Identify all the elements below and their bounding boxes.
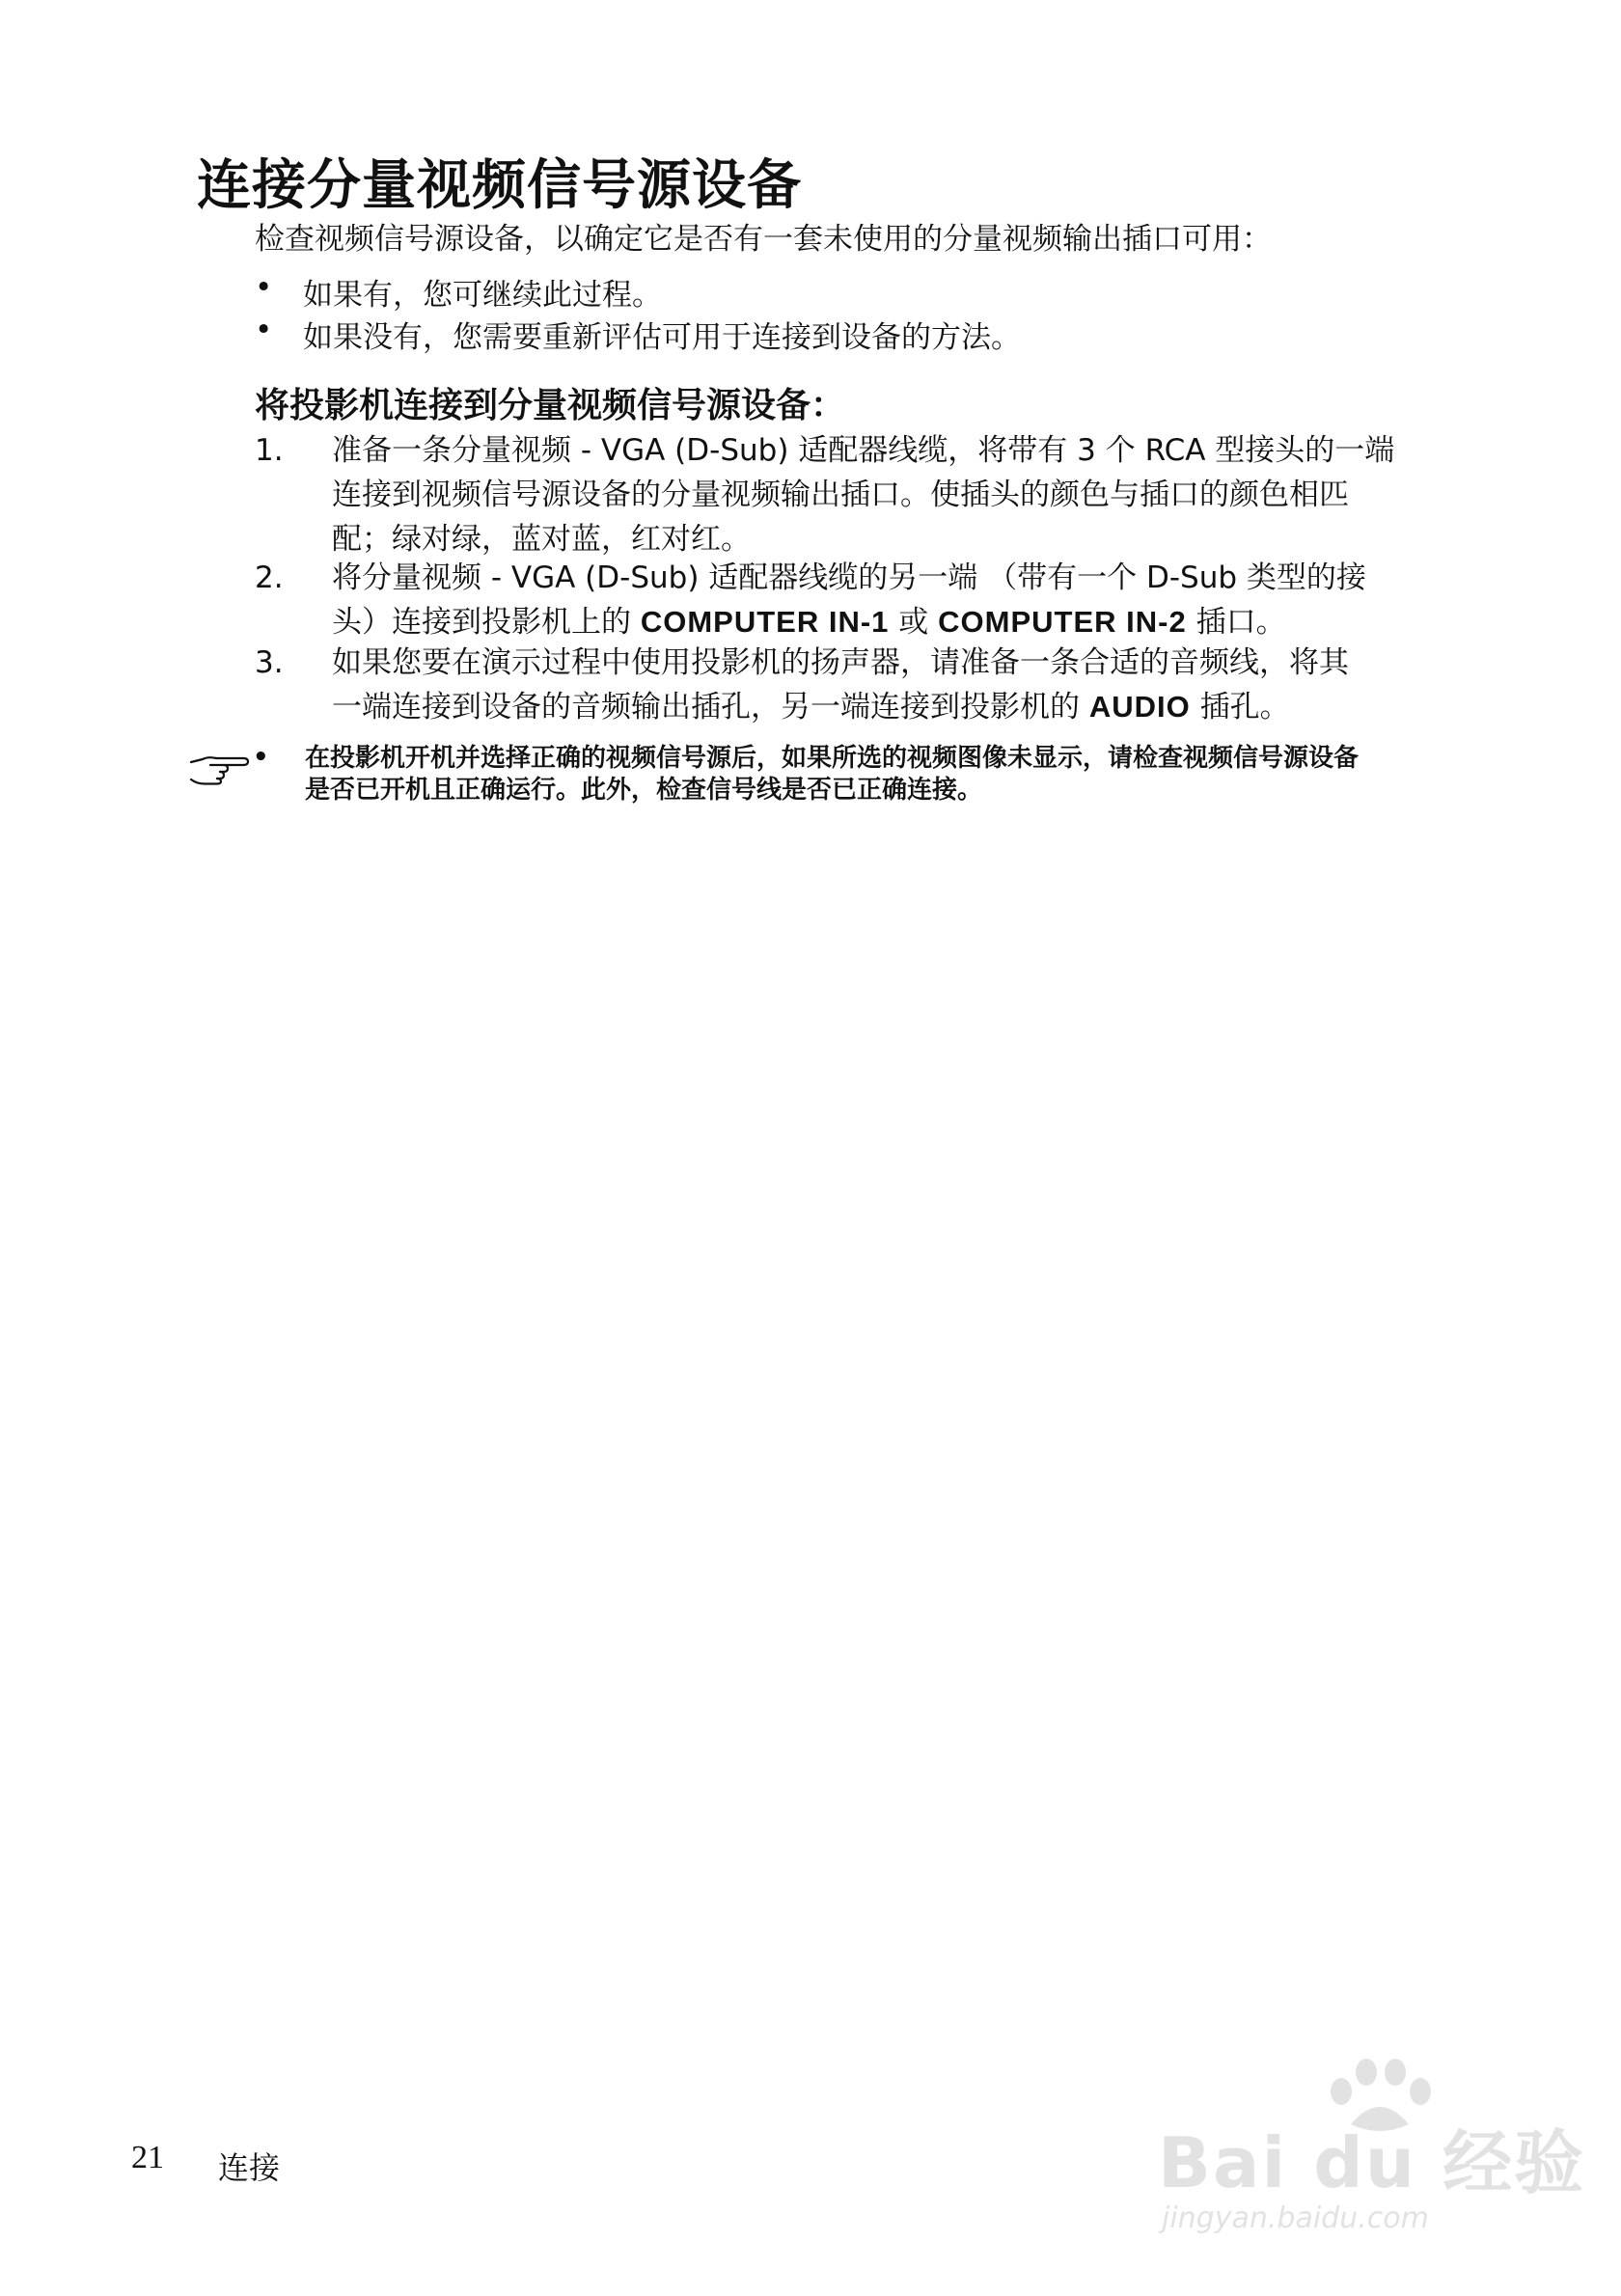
bullet-text: 如果有，您可继续此过程。 — [303, 278, 662, 313]
port-label-audio: AUDIO — [1088, 690, 1191, 724]
page-number: 21 — [131, 2140, 164, 2175]
footer-section-label: 连接 — [218, 2149, 281, 2186]
step-body — [332, 556, 1621, 644]
step-number: 2. — [255, 560, 284, 595]
port-label-computer-in-2: COMPUTER IN-2 — [938, 605, 1187, 639]
step-line: 连接到视频信号源设备的分量视频输出插口。使插头的颜色与插口的颜色相匹 — [332, 478, 1349, 512]
note-line: 是否已开机且正确运行。此外，检查信号线是否已正确连接。 — [305, 776, 983, 805]
note-text — [305, 743, 1359, 806]
step-line — [332, 685, 1621, 729]
step-body — [332, 641, 1621, 729]
step-body — [332, 428, 1621, 561]
step-line: 准备一条分量视频 - VGA (D-Sub) 适配器线缆，将带有 3 个 RCA 型接头的一端 — [332, 433, 1395, 468]
step-line: 配；绿对绿，蓝对蓝，红对红。 — [332, 522, 751, 557]
bullet-marker: • — [255, 270, 273, 305]
pointing-hand-icon — [189, 752, 251, 789]
step-text: 插口。 — [1186, 605, 1286, 640]
intro-paragraph: 检查视频信号源设备，以确定它是否有一套未使用的分量视频输出插口可用： — [255, 222, 1272, 257]
watermark-brand: Bai du 经验 — [1158, 2122, 1586, 2203]
step-line: 将分量视频 - VGA (D-Sub) 适配器线缆的另一端 （带有一个 D-Sub 类型的接 — [332, 560, 1366, 595]
step-text: 一端连接到设备的音频输出插孔，另一端连接到投影机的 — [332, 690, 1089, 724]
step-text: 或 — [889, 605, 939, 640]
step-line — [332, 600, 1621, 644]
step-line: 如果您要在演示过程中使用投影机的扬声器，请准备一条合适的音频线，将其 — [332, 645, 1349, 680]
step-text: 头）连接到投影机上的 — [332, 605, 641, 640]
watermark-url: jingyan.baidu.com — [1162, 2201, 1429, 2235]
step-number: 3. — [255, 645, 284, 680]
note-line: 在投影机开机并选择正确的视频信号源后，如果所选的视频图像未显示，请检查视频信号源设备 — [305, 744, 1360, 773]
note-marker: • — [253, 743, 269, 772]
bullet-marker: • — [255, 313, 273, 347]
step-number: 1. — [255, 433, 284, 468]
section-subheading: 将投影机连接到分量视频信号源设备： — [255, 386, 846, 425]
bullet-text: 如果没有，您需要重新评估可用于连接到设备的方法。 — [303, 320, 1021, 355]
step-text: 插孔。 — [1190, 690, 1290, 724]
port-label-computer-in-1: COMPUTER IN-1 — [640, 605, 890, 639]
page-title: 连接分量视频信号源设备 — [197, 154, 802, 217]
